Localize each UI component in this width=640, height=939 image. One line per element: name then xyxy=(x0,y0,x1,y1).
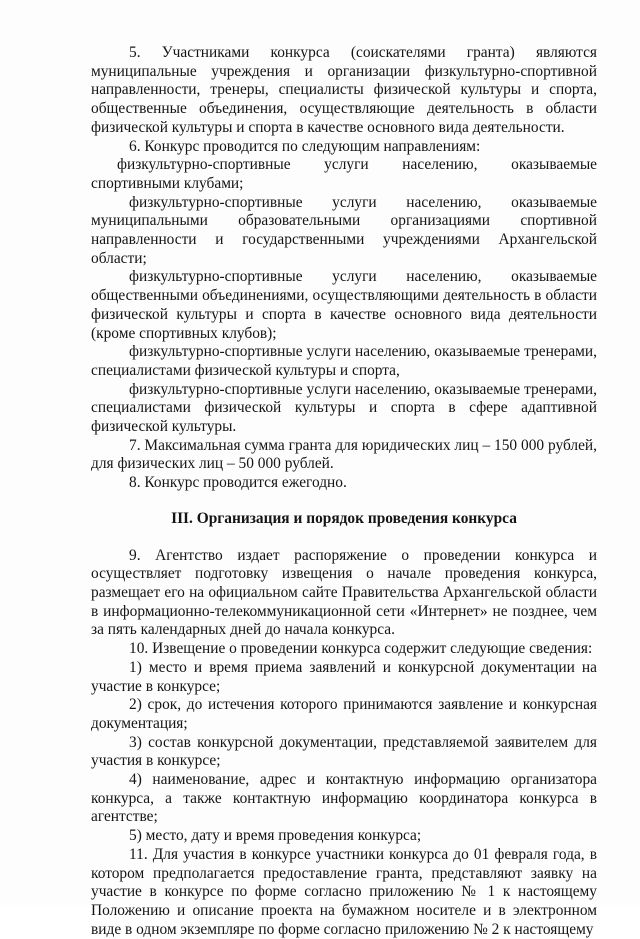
paragraph-7: 7. Максимальная сумма гранта для юридических лиц – 150 000 рублей, для физических лиц – 50 000 рублей. xyxy=(91,436,597,473)
direction-item-public-associations: физкультурно-спортивные услуги населению, оказываемые общественными объединениями, осуществляющими деятельность в области физической культуры и спорта в качестве основного вида деятельности (кроме спортивных клубов); xyxy=(91,268,597,342)
paragraph-6: 6. Конкурс проводится по следующим направлениям: xyxy=(129,137,481,155)
notice-item-5: 5) место, дату и время проведения конкурса; xyxy=(129,827,422,845)
paragraph-5: 5. Участниками конкурса (соискателями гранта) являются муниципальные учреждения и организации физкультурно-спортивной направленности, тренеры, специалисты физической культуры и спорта, общественные объединения, осуществляющие деятельность в области физической культуры и спорта в качестве основного вида деятельности. xyxy=(91,44,597,136)
direction-item-sports-clubs: физкультурно-спортивные услуги населению, оказываемые спортивными клубами; xyxy=(91,156,597,192)
direction-item-trainers: физкультурно-спортивные услуги населению, оказываемые тренерами, специалистами физической культуры и спорта, xyxy=(91,343,597,379)
paragraph-9: 9. Агентство издает распоряжение о проведении конкурса и осуществляет подготовку извещения о начале проведения конкурса, размещает его на официальном сайте Правительства Архангельской области в информационно-телекоммуникационной сети «Интернет» не позднее, чем за пять календарных дней до начала конкурса. xyxy=(91,546,597,639)
notice-item-2: 2) срок, до истечения которого принимаются заявление и конкурсная документация; xyxy=(91,696,597,732)
paragraph-10: 10. Извещение о проведении конкурса содержит следующие сведения: xyxy=(129,640,593,658)
paragraph-11: 11. Для участия в конкурсе участники конкурса до 01 февраля года, в котором предполагается предоставление гранта, представляют заявку на участие в конкурсе по форме согласно приложению № 1 к настоящему Положению и описание проекта на бумажном носителе и в электронном виде в одном экземпляре по форме согласно приложению № 2 к настоящему xyxy=(91,845,597,938)
notice-item-3: 3) состав конкурсной документации, представляемой заявителем для участия в конкурсе; xyxy=(91,733,597,770)
notice-item-4: 4) наименование, адрес и контактную информацию организатора конкурса, а также контактную информацию координатора конкурса в агентстве; xyxy=(91,771,597,826)
direction-item-educational-organizations: физкультурно-спортивные услуги населению, оказываемые муниципальными образовательными организациями спортивной направленности и государственными учреждениями Архангельской области; xyxy=(91,193,597,267)
direction-item-adaptive-sport: физкультурно-спортивные услуги населению, оказываемые тренерами, специалистами физической культуры и спорта в сфере адаптивной физической культуры. xyxy=(91,380,597,436)
notice-item-1: 1) место и время приема заявлений и конкурсной документации на участие в конкурсе; xyxy=(91,658,597,695)
section-heading: III. Организация и порядок проведения конкурса xyxy=(171,509,517,527)
paragraph-8: 8. Конкурс проводится ежегодно. xyxy=(129,474,347,492)
document-body xyxy=(91,44,597,939)
